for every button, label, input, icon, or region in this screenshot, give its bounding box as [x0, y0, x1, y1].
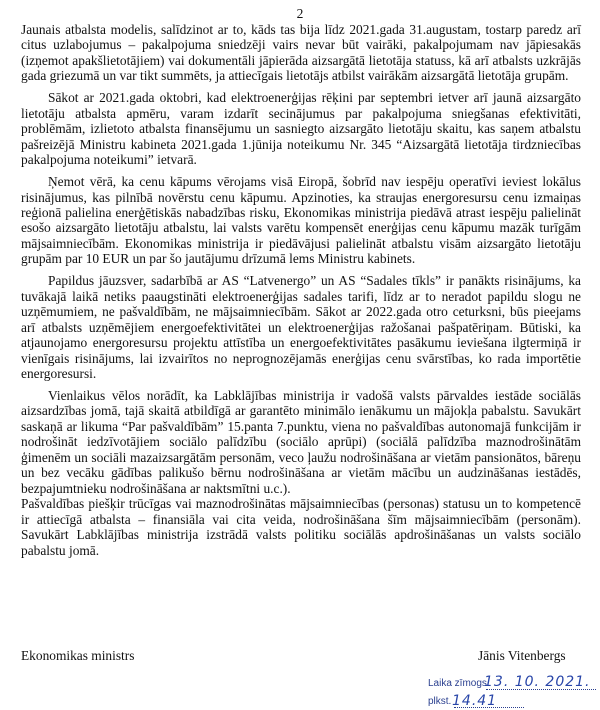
plkst-handwritten-time: 14.41 [452, 693, 498, 709]
time-stamp-handwritten-date: 13. 10. 2021. [484, 674, 591, 690]
plkst-label: plkst. [428, 696, 452, 707]
signatory-position: Ekonomikas ministrs [21, 648, 135, 663]
paragraph-5: Vienlaikus vēlos norādīt, ka Labklājības ministrija ir vadošā valsts pārvaldes iestāde sociālās aizsardzības jomā, tajā skaitā atbildīgā ar garantēto minimālo ienākumu un mājokļa pabalstu. Savukārt saskaņā ar likuma “Par pašvaldībām” 15.panta 7.punktu, viena no pašvaldības autonomajā funkcijām ir nodrošināt iedzīvotājiem sociālo palīdzību (sociālo aprūpi) (sociālā palīdzība maznodrošinātām ģimenēm un sociāli mazaizsargātām personām, veco ļaužu nodrošināšana ar vietām pansionātos, bāreņu un bez vecāku gādības palikušo bērnu nodrošināšana ar vietām mācību un audzināšanas iestādēs, bezpajumtnieku nodrošināšana ar naktsmītni u.c.). [21, 387, 581, 496]
paragraph-2: Sākot ar 2021.gada oktobri, kad elektroenerģijas rēķini par septembri ietver arī jaunā aizsargāto lietotāju atbalsta apmēru, varam izdarīt secinājumus par pakalpojuma sniegšanas efektivitāti, problēmām, izlietoto atbalsta finansējumu un sasniegto aizsargāto lietotāju skaitu, kas saņem atbalstu pašreizējā Ministru kabineta 2021.gada 1.jūnija noteikumu Nr. 345 “Aizsargātā lietotāja tirdzniecības pakalpojuma noteikumi” ietvarā. [21, 90, 581, 168]
paragraph-3: Ņemot vērā, ka cenu kāpums vērojams visā Eiropā, šobrīd nav iespēju operatīvi ieviest lokālus risinājumus, kas pilnībā novērstu cenu kāpumu. Apzinoties, ka straujas energoresursu cenu izmaiņas reģionā palielina enerģētiskās nabadzības risku, Ekonomikas ministrija piedāvā atrast iespēju palielināt esošo aizsargāto lietotāju atbalstu, lai valsts varētu kompensēt enerģijas cenu kāpumu mazāk turīgām mājsaimniecībām. Ekonomikas ministrija ir piedāvājusi palielināt atbalstu visām aizsargāto lietotāju grupām par 10 EUR un par šo jautājumu drīzumā lems Ministru kabinets. [21, 174, 581, 267]
paragraph-4: Papildus jāuzsver, sadarbībā ar AS “Latvenergo” un AS “Sadales tīkls” ir panākts risinājums, ka tuvākajā laikā netiks paaugstināti elektroenerģijas sadales tarifi, līdz ar to neradot papildu slogu ne uzņēmumiem, ne pašvaldībām, ne mājsaimniecībām. Sākot ar 2022.gada otro ceturksni, būs pieejams arī atbalsts uzņēmējiem energoefektivitātei un elektroenerģijas ražošanai pašpatēriņam. Būtiski, ka atjaunojamo energoresursu projektu attīstība un energoefektivitātes pasākumu ieviešana ilgtermiņā ir vienīgais risinājums, lai izvairītos no neprognozējamās enerģijas cenu svārstības, ko rada importētie energoresursi. [21, 273, 581, 382]
signatory-name: Jānis Vitenbergs [478, 648, 566, 663]
time-stamp [428, 672, 600, 710]
time-stamp-label: Laika zīmogs [428, 678, 487, 689]
paragraph-6: Pašvaldības piešķir trūcīgas vai maznodrošinātas mājsaimniecības (personas) statusu un to kompetencē ir attiecīgā atbalsta – finansiāla vai cita veida, nodrošināšana šīm mājsaimniecībām (personām). Savukārt Labklājības ministrija izstrādā valsts politiku sociālās apdrošināšanas un valsts sociālo pabalstu jomā. [21, 496, 581, 558]
time-stamp-row [428, 674, 591, 690]
paragraph-1: Jaunais atbalsta modelis, salīdzinot ar to, kāds tas bija līdz 2021.gada 31.augustam, tostarp paredz arī citus uzlabojumus – pakalpojuma sniedzēji vairs nevar būt vairāki, pakalpojumam nav jāpiesakās (izņemot apakšlietotājiem) vai dokumentāli jāpierāda aizsargātā lietotāja statuss, kā arī atbalsts uzkrājās gada griezumā un var tikt summēts, ja attiecīgais lietotājs atbilst vairākām aizsargātā lietotāja grupām. [21, 22, 581, 84]
page-number: 2 [296, 6, 304, 21]
document-body [21, 22, 581, 564]
plkst-stamp-row [428, 693, 498, 709]
